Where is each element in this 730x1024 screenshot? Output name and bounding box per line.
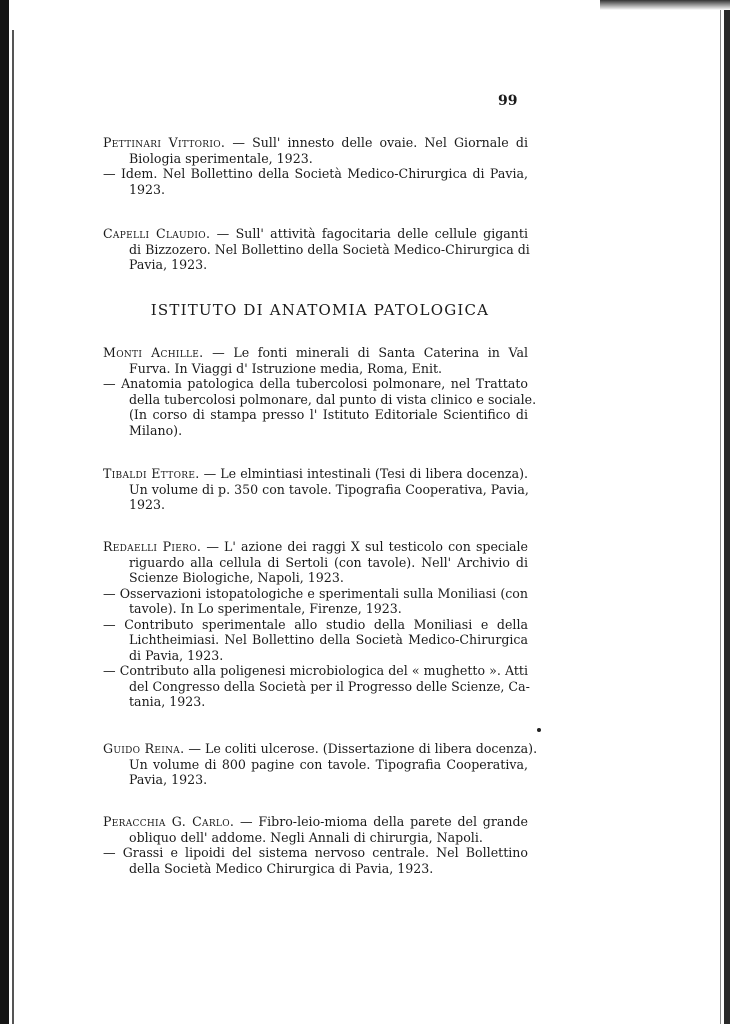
section-heading: ISTITUTO DI ANATOMIA PATOLOGICA bbox=[150, 301, 490, 319]
entry-line: Pavia, 1923. bbox=[129, 772, 208, 787]
entry-line: — Osservazioni istopatologiche e sperimentali sulla Moniliasi (con bbox=[103, 585, 528, 601]
author-name: Capelli Claudio. bbox=[103, 226, 211, 241]
scan-border-right bbox=[724, 0, 730, 1024]
entry-line: del Congresso della Società per il Progresso delle Scienze, Ca- bbox=[129, 678, 530, 694]
entry-line: — Anatomia patologica della tubercolosi polmonare, nel Trattato bbox=[103, 376, 528, 391]
author-name: Tibaldi Ettore. bbox=[103, 466, 200, 481]
author-name: Guido Reina. bbox=[103, 741, 185, 756]
entry-line: Un volume di p. 350 con tavole. Tipografia Cooperativa, Pavia, bbox=[129, 481, 529, 497]
entry-line bbox=[103, 539, 528, 555]
scan-border-left-line bbox=[12, 30, 14, 1024]
entry-line: della tubercolosi polmonare, dal punto di vista clinico e sociale. bbox=[129, 391, 537, 407]
entry-text: — Le coliti ulcerose. (Dissertazione di libera docenza). bbox=[184, 741, 538, 756]
entry-line bbox=[103, 814, 528, 830]
entry-line: — Grassi e lipoidi del sistema nervoso centrale. Nel Bollettino bbox=[103, 845, 528, 860]
entry-line bbox=[103, 226, 528, 242]
entry-line: — Contributo sperimentale allo studio della Moniliasi e della bbox=[103, 616, 528, 632]
bibliography-entry bbox=[103, 135, 528, 197]
speck bbox=[537, 728, 541, 732]
entry-text: — L' azione dei raggi X sul testicolo con speciale bbox=[201, 539, 528, 554]
bibliography-entry bbox=[103, 345, 537, 438]
entry-line: Un volume di 800 pagine con tavole. Tipografia Cooperativa, bbox=[129, 756, 528, 772]
entry-line bbox=[103, 345, 528, 361]
entry-line bbox=[103, 466, 528, 482]
entry-line: Biologia sperimentale, 1923. bbox=[129, 150, 313, 166]
entry-line: di Bizzozero. Nel Bollettino della Società Medico-Chirurgica di bbox=[129, 241, 530, 257]
page-number: 99 bbox=[498, 93, 518, 109]
entry-line: di Pavia, 1923. bbox=[129, 647, 224, 663]
entry-line: tavole). In Lo sperimentale, Firenze, 1923. bbox=[129, 601, 402, 616]
bibliography-entry bbox=[103, 226, 528, 273]
entry-line: — Contributo alla poligenesi microbiologica del « mughetto ». Atti bbox=[103, 663, 528, 678]
entry-text: — Le fonti minerali di Santa Caterina in Val bbox=[203, 345, 529, 360]
entry-text: — Fibro-leio-mioma della parete del grande bbox=[234, 814, 528, 829]
entry-text: — Sull' attività fagocitaria delle cellule giganti bbox=[210, 226, 529, 241]
entry-line: Scienze Biologiche, Napoli, 1923. bbox=[129, 570, 344, 585]
bibliography-entry bbox=[103, 466, 528, 513]
entry-line: — Idem. Nel Bollettino della Società Medico-Chirurgica di Pavia, bbox=[103, 166, 528, 181]
scan-border-top bbox=[600, 0, 730, 10]
entry-line: Pavia, 1923. bbox=[129, 257, 208, 272]
entry-text: — Sull' innesto delle ovaie. Nel Giornale di bbox=[225, 135, 528, 150]
entry-line: 1923. bbox=[129, 181, 166, 197]
entry-line: Milano). bbox=[129, 422, 183, 438]
entry-line: (In corso di stampa presso l' Istituto Editoriale Scientifico di bbox=[129, 407, 528, 422]
entry-line: Furva. In Viaggi d' Istruzione media, Roma, Enit. bbox=[129, 360, 443, 376]
author-name: Redaelli Piero. bbox=[103, 539, 202, 554]
bibliography-entry bbox=[103, 741, 538, 788]
scan-border-right-line bbox=[720, 0, 721, 1024]
entry-line: della Società Medico Chirurgica di Pavia, 1923. bbox=[129, 860, 434, 876]
entry-line: 1923. bbox=[129, 497, 166, 512]
entry-text: — Le elmintiasi intestinali (Tesi di libera docenza). bbox=[199, 466, 528, 481]
scan-border-left bbox=[0, 0, 9, 1024]
entry-line: riguardo alla cellula di Sertoli (con tavole). Nell' Archivio di bbox=[129, 554, 528, 570]
entry-line: obliquo dell' addome. Negli Annali di chirurgia, Napoli. bbox=[129, 829, 483, 845]
entry-line bbox=[103, 741, 538, 757]
author-name: Pettinari Vittorio. bbox=[103, 135, 226, 150]
entry-line: tania, 1923. bbox=[129, 694, 206, 709]
bibliography-entry bbox=[103, 814, 528, 876]
author-name: Peracchia G. Carlo. bbox=[103, 814, 235, 829]
bibliography-entry bbox=[103, 539, 528, 710]
entry-line: Lichtheimiasi. Nel Bollettino della Società Medico-Chirurgica bbox=[129, 632, 528, 647]
author-name: Monti Achille. bbox=[103, 345, 204, 360]
entry-line bbox=[103, 135, 528, 151]
